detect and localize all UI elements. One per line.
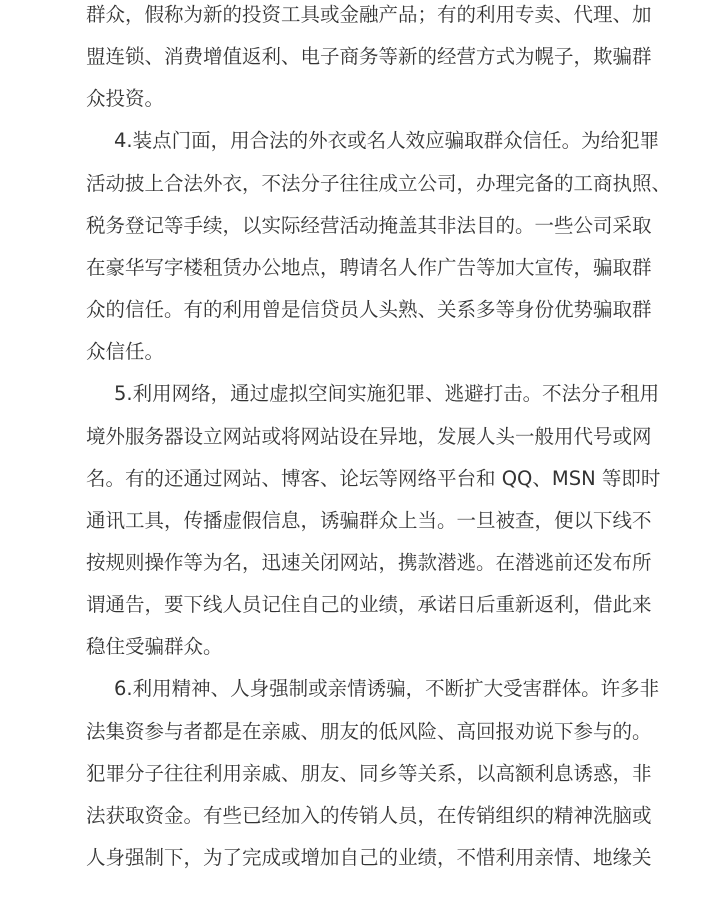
text-line: 犯罪分子往往利用亲戚、朋友、同乡等关系，以高额利息诱惑，非 [86, 761, 652, 785]
text-line: 通讯工具，传播虚假信息，诱骗群众上当。一旦被查，便以下线不 [86, 508, 652, 532]
text-line: 盟连锁、消费增值返利、电子商务等新的经营方式为幌子，欺骗群 [86, 45, 652, 69]
text-line: 在豪华写字楼租赁办公地点，聘请名人作广告等加大宣传，骗取群 [86, 255, 652, 279]
text-line: 众投资。 [86, 87, 165, 111]
text-line: 稳住受骗群众。 [86, 635, 223, 659]
text-line: 众的信任。有的利用曾是信贷员人头熟、关系多等身份优势骗取群 [86, 298, 652, 322]
text-line: 活动披上合法外衣，不法分子往往成立公司，办理完备的工商执照、 [86, 171, 672, 195]
text-line: 谓通告，要下线人员记住自己的业绩，承诺日后重新返利，借此来 [86, 593, 652, 617]
text-line: 境外服务器设立网站或将网站设在异地，发展人头一般用代号或网 [86, 424, 652, 448]
text-line: 6.利用精神、人身强制或亲情诱骗，不断扩大受害群体。许多非 [114, 677, 660, 701]
text-line: 名。有的还通过网站、博客、论坛等网络平台和 QQ、MSN 等即时 [86, 466, 661, 490]
text-line: 群众，假称为新的投资工具或金融产品；有的利用专卖、代理、加 [86, 3, 652, 26]
text-line: 5.利用网络，通过虚拟空间实施犯罪、逃避打击。不法分子租用 [114, 382, 660, 406]
text-line: 4.装点门面，用合法的外衣或名人效应骗取群众信任。为给犯罪 [114, 129, 660, 153]
text-line: 人身强制下，为了完成或增加自己的业绩，不惜利用亲情、地缘关 [86, 846, 652, 869]
text-line: 法获取资金。有些已经加入的传销人员，在传销组织的精神洗脑或 [86, 803, 652, 827]
text-line: 按规则操作等为名，迅速关闭网站，携款潜逃。在潜逃前还发布所 [86, 550, 652, 574]
text-line: 税务登记等手续，以实际经营活动掩盖其非法目的。一些公司采取 [86, 213, 652, 237]
text-line: 众信任。 [86, 340, 165, 364]
text-line: 法集资参与者都是在亲戚、朋友的低风险、高回报劝说下参与的。 [86, 719, 652, 743]
